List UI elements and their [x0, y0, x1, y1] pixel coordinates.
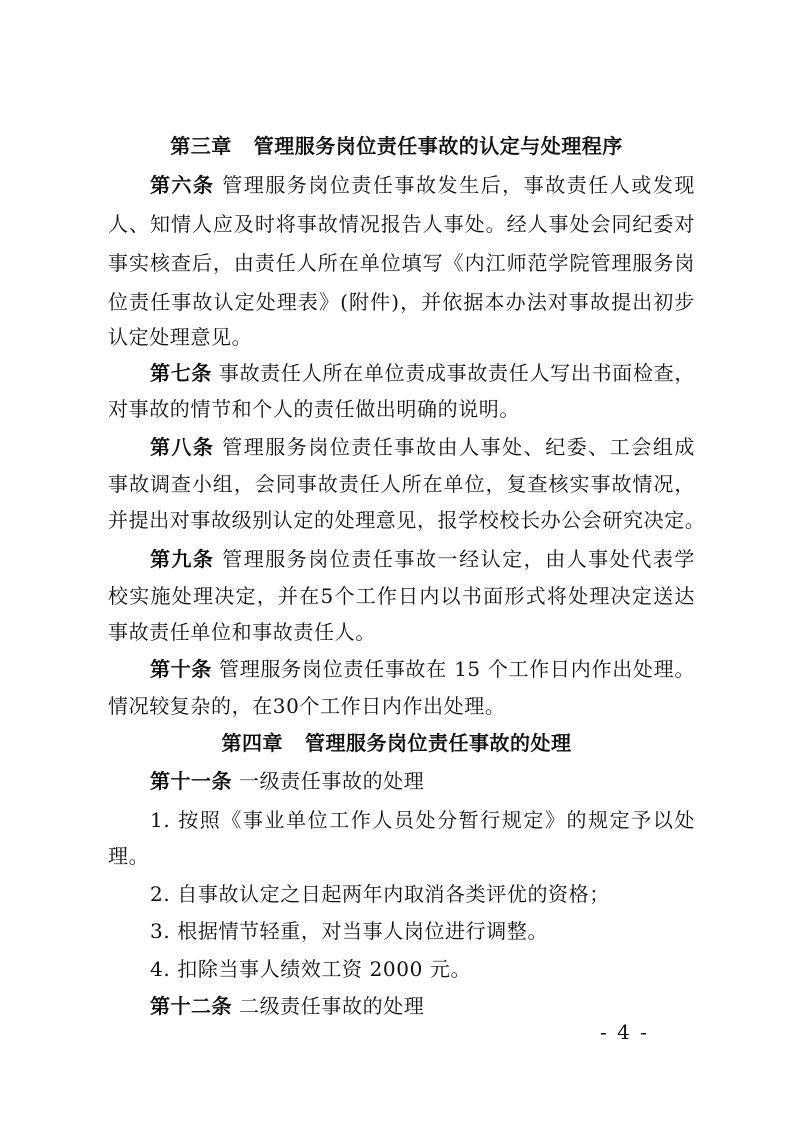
article-11-item-4	[0, 955, 793, 983]
article-9-text-3: 事故责任单位和事故责任人。	[108, 620, 376, 644]
article-8-line-2	[0, 470, 793, 498]
chapter-4-title: 管理服务岗位责任事故的处理	[305, 731, 572, 755]
article-8-label: 第八条	[150, 435, 215, 459]
article-6-label: 第六条	[150, 173, 215, 197]
article-6-line-4	[0, 288, 793, 316]
chapter-3-title: 管理服务岗位责任事故的认定与处理程序	[253, 134, 623, 158]
article-9-line-1	[0, 545, 793, 573]
article-12-line	[0, 992, 793, 1020]
article-6-text-4: 位责任事故认定处理表》(附件)，并依据本办法对事故提出初步	[108, 290, 695, 314]
article-10-text-1: 管理服务岗位责任事故在 15 个工作日内作出处理。	[218, 657, 695, 681]
article-6-text-3: 事实核查后，由责任人所在单位填写《内江师范学院管理服务岗	[108, 251, 695, 275]
article-6-text-1: 管理服务岗位责任事故发生后，事故责任人或发现	[222, 173, 695, 197]
article-9-text-2: 校实施处理决定，并在5个工作日内以书面形式将处理决定送达	[108, 584, 695, 608]
article-10-line-2	[0, 692, 793, 720]
article-8-text-3: 并提出对事故级别认定的处理意见，报学校校长办公会研究决定。	[108, 508, 706, 532]
article-11-title: 一级责任事故的处理	[238, 769, 425, 793]
article-12-title: 二级责任事故的处理	[238, 994, 425, 1018]
article-9-label: 第九条	[150, 547, 215, 571]
article-11-item-1-text: 1. 按照《事业单位工作人员处分暂行规定》的规定予以处	[150, 808, 695, 832]
article-9-line-2	[0, 582, 793, 610]
article-7-line-1	[0, 359, 793, 387]
article-7-line-2	[0, 395, 793, 423]
page-number: - 4 -	[600, 1020, 649, 1044]
article-11-item-4-text: 4. 扣除当事人绩效工资 2000 元。	[150, 957, 472, 981]
article-11-label: 第十一条	[150, 769, 232, 793]
article-6-line-1	[0, 171, 793, 199]
article-6-line-5	[0, 323, 793, 351]
article-12-label: 第十二条	[150, 994, 232, 1018]
article-11-item-1-cont-text: 理。	[108, 844, 150, 868]
article-6-line-3	[0, 249, 793, 277]
article-7-label: 第七条	[150, 361, 212, 385]
article-10-text-2: 情况较复杂的，在30个工作日内作出处理。	[108, 694, 506, 718]
chapter-3-number: 第三章	[170, 134, 232, 158]
article-11-item-2	[0, 880, 793, 908]
article-11-item-2-text: 2. 自事故认定之日起两年内取消各类评优的资格；	[150, 882, 610, 906]
article-11-item-1	[0, 806, 793, 834]
article-9-line-3	[0, 618, 793, 646]
article-8-line-3	[0, 506, 793, 534]
article-11-item-3	[0, 917, 793, 945]
article-6-text-2: 人、知情人应及时将事故情况报告人事处。经人事处会同纪委对	[108, 212, 695, 236]
article-11-item-1-cont	[0, 842, 793, 870]
article-6-line-2	[0, 210, 793, 238]
article-10-label: 第十条	[150, 657, 212, 681]
article-11-line	[0, 767, 793, 795]
article-6-text-5: 认定处理意见。	[108, 325, 253, 349]
article-8-text-2: 事故调查小组，会同事故责任人所在单位，复查核实事故情况，	[108, 472, 695, 496]
article-8-text-1: 管理服务岗位责任事故由人事处、纪委、工会组成	[222, 435, 695, 459]
article-10-line-1	[0, 655, 793, 683]
article-8-line-1	[0, 433, 793, 461]
article-9-text-1: 管理服务岗位责任事故一经认定，由人事处代表学	[222, 547, 695, 571]
chapter-4-heading	[0, 729, 793, 757]
chapter-4-number: 第四章	[221, 731, 283, 755]
article-11-item-3-text: 3. 根据情节轻重，对当事人岗位进行调整。	[150, 919, 549, 943]
chapter-3-heading	[0, 132, 793, 160]
article-7-text-1: 事故责任人所在单位责成事故责任人写出书面检查，	[218, 361, 695, 385]
article-7-text-2: 对事故的情节和个人的责任做出明确的说明。	[108, 397, 520, 421]
